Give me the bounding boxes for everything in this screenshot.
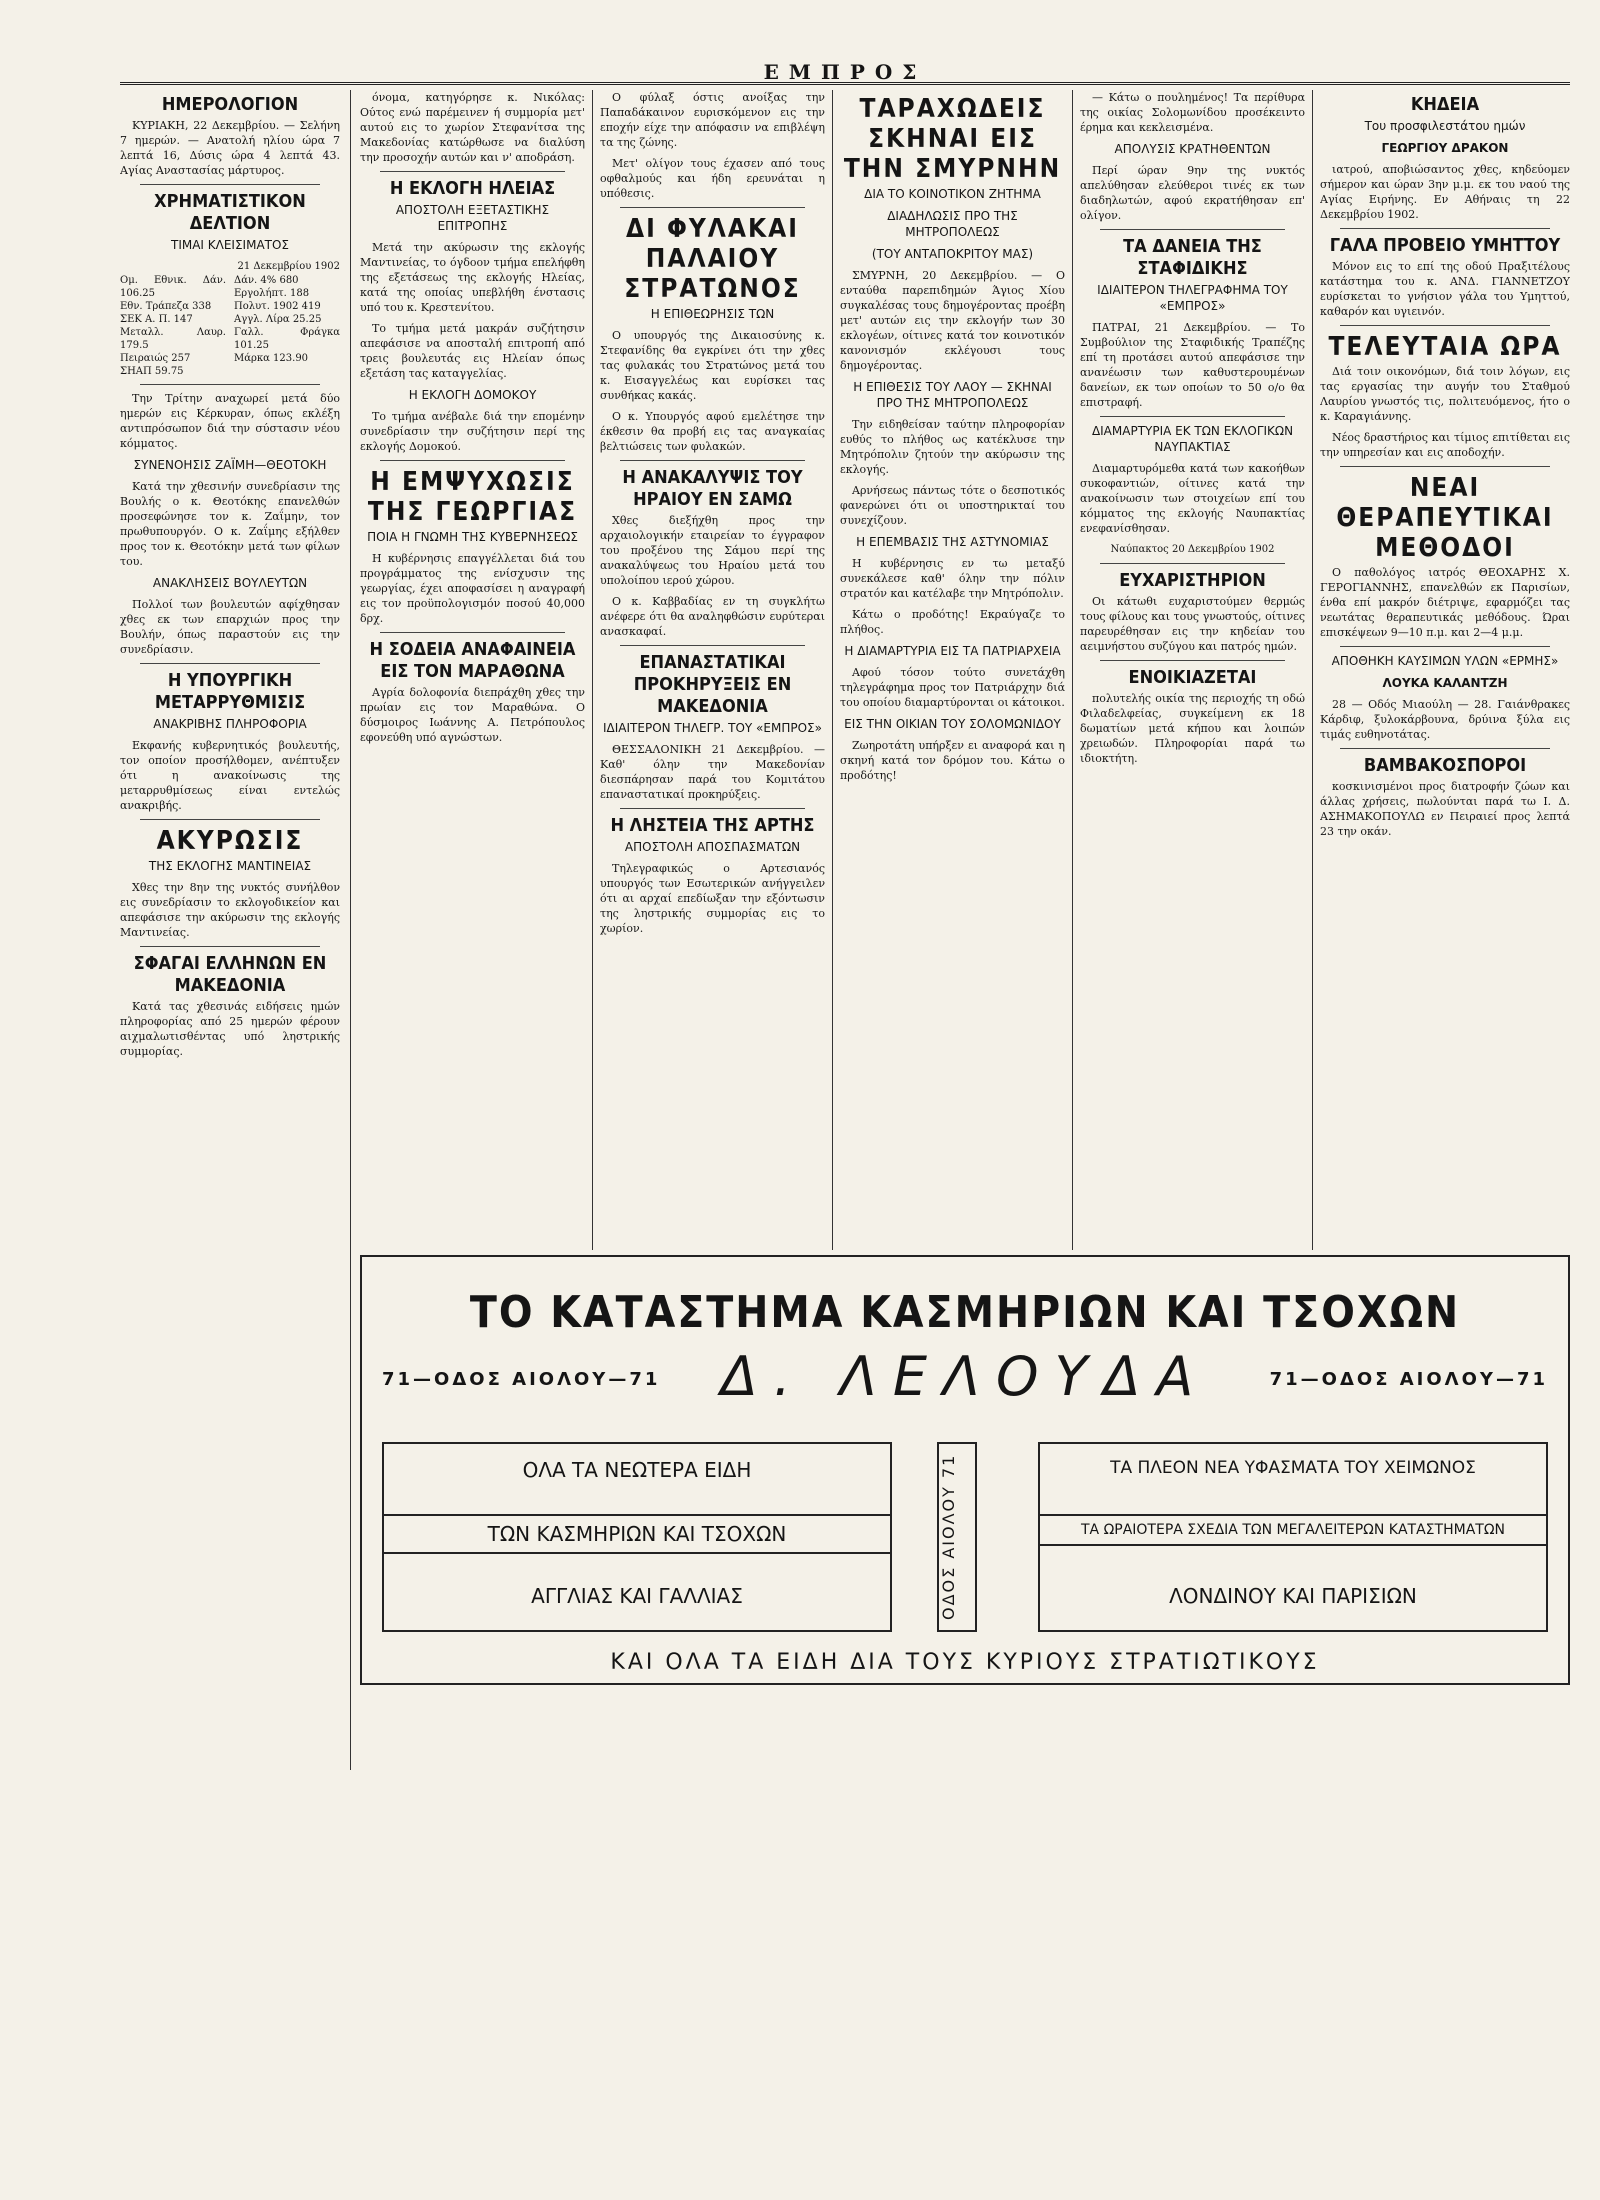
divider: [620, 808, 805, 809]
article-heading: ΤΕΛΕΥΤΑΙΑ ΩΡΑ: [1328, 332, 1562, 362]
market-row: Πειραιώς 257: [120, 353, 191, 364]
article-subheading: ΑΠΟΣΤΟΛΗ ΑΠΟΣΠΑΣΜΑΤΩΝ: [624, 840, 801, 854]
ad-text: Ο παθολόγος ιατρός ΘΕΟΧΑΡΗΣ Χ. ΓΕΡΟΓΙΑΝΝΗΣ, επανελθών εκ Παρισίων, ένθα επί μακρόν διέτριψε, εφαρμόζει τας νεωτάτας θεραπευτικάς μεθόδους. Ώραι επισκέψεων 9—10 π.μ. και 2—4 μ.μ.: [1320, 566, 1570, 639]
divider: [140, 384, 320, 385]
ad-title: ΤΟ ΚΑΤΑΣΤΗΜΑ ΚΑΣΜΗΡΙΩΝ ΚΑΙ ΤΣΟΧΩΝ: [469, 1287, 1461, 1338]
classified-text: πολυτελής οικία της περιοχής τη οδώ Φιλαδελφείας, συγκείμενη εκ 18 δωματίων μετά κήπου και λοιπών χρειωδών. Πληροφορίαι παρά τω ιδιοκτήτη.: [1080, 692, 1305, 765]
article-paragraph: Πολλοί των βουλευτών αφίχθησαν χθες εκ των επαρχιών προς την Βουλήν, όπως παραστούν εις την συνεδρίασιν.: [120, 598, 340, 656]
divider: [380, 171, 565, 172]
ad-line: ΛΟΝΔΙΝΟΥ ΚΑΙ ΠΑΡΙΣΙΩΝ: [1169, 1584, 1417, 1608]
article-heading: Η ΑΝΑΚΑΛΥΨΙΣ ΤΟΥ ΗΡΑΙΟΥ ΕΝ ΣΑΜΩ: [622, 467, 803, 510]
article-paragraph: Το τμήμα ανέβαλε διά την επομένην συνεδρίασιν την συζήτησιν περί της εκλογής Δομοκού.: [360, 410, 585, 453]
article-heading: ΕΥΧΑΡΙΣΤΗΡΙΟΝ: [1119, 570, 1266, 591]
article-subheading: (ΤΟΥ ΑΝΤΑΠΟΚΡΙΤΟΥ ΜΑΣ): [871, 247, 1034, 261]
article-heading: Η ΥΠΟΥΡΓΙΚΗ ΜΕΤΑΡΡΥΘΜΙΣΙΣ: [154, 670, 306, 713]
article-paragraph: Η κυβέρνησις επαγγέλλεται διά του προγράμματος της ενίσχυσιν της γεωργίας, έχει αποφασίσει η αναγραφή εις τον προϋπολογισμόν ποσού 40,000 δρχ.: [360, 552, 585, 625]
market-row: Ομ. Εθνικ. Δάν. 106.25: [120, 275, 226, 299]
article-subheading: Η ΕΚΛΟΓΗ ΔΟΜΟΚΟΥ: [408, 388, 537, 402]
column-rule: [592, 90, 593, 1250]
divider: [1340, 748, 1550, 749]
article-paragraph: Την Τρίτην αναχωρεί μετά δύο ημερών εις Κέρκυραν, όπως εκλέξη αντιπρόσωπον διά την σύστασιν νέου κόμματος.: [120, 392, 340, 450]
article-heading: Η ΣΟΔΕΙΑ ΑΝΑΦΑΙΝΕΙΑ ΕΙΣ ΤΟΝ ΜΑΡΑΘΩΝΑ: [369, 639, 576, 682]
article-subheading: ΠΟΙΑ Η ΓΝΩΜΗ ΤΗΣ ΚΥΒΕΡΝΗΣΕΩΣ: [367, 530, 578, 544]
divider: [620, 645, 805, 646]
column-6: [1320, 90, 1570, 1250]
article-subheading: ΤΗΣ ΕΚΛΟΓΗΣ ΜΑΝΤΙΝΕΙΑΣ: [148, 859, 312, 873]
article-paragraph: Νέος δραστήριος και τίμιος επιτίθεται εις την υπηρεσίαν και εις αποδοχήν.: [1320, 431, 1570, 459]
article-subheading: ΙΔΙΑΙΤΕΡΟΝ ΤΗΛΕΓΡ. ΤΟΥ «ΕΜΠΡΟΣ»: [603, 721, 822, 735]
article-heading: Η ΕΜΨΥΧΩΣΙΣ ΤΗΣ ΓΕΩΡΓΙΑΣ: [367, 467, 578, 527]
market-row: Μεταλλ. Λαυρ. 179.5: [120, 327, 226, 351]
article-subheading: ΑΠΟΣΤΟΛΗ ΕΞΕΤΑΣΤΙΚΗΣ ΕΠΙΤΡΟΠΗΣ: [395, 203, 550, 233]
column-2: [360, 90, 585, 1250]
column-4: [840, 90, 1065, 1250]
article-paragraph: Αρνήσεως πάντως τότε ο δεσποτικός φανερώνει ότι οι υποστηρικταί του συνεχίζουν.: [840, 484, 1065, 527]
article-paragraph: Τηλεγραφικώς ο Αρτεσιανός υπουργός των Εσωτερικών ανήγγειλεν ότι αι αρχαί επεδίωξαν την εξόντωσιν της ληστρικής συμμορίας εις το χωρίον.: [600, 862, 825, 935]
article-paragraph: Ο κ. Υπουργός αφού εμελέτησε την έκθεσιν θα προβή εις τας αναγκαίας βελτιώσεις των φυλακών.: [600, 410, 825, 453]
article-subheading: ΔΙΑ ΤΟ ΚΟΙΝΟΤΙΚΟΝ ΖΗΤΗΜΑ: [864, 187, 1041, 201]
article-paragraph: Ο φύλαξ όστις ανοίξας την Παπαδάκαινον ευρισκόμενον εις την εποχήν είχε την απόφασιν να επιβλέψη τα της ζώνης.: [600, 91, 825, 149]
divider: [1100, 229, 1285, 230]
calendar-text: ΚΥΡΙΑΚΗ, 22 Δεκεμβρίου. — Σελήνη 7 ημερών. — Ανατολή ηλίου ώρα 7 λεπτά 16, Δύσις ώρα 4 λεπτά 43. Αγίας Αναστασίας μάρτυρος.: [120, 119, 340, 177]
ad-street-right: 71—ΟΔΟΣ ΑΙΟΛΟΥ—71: [1269, 1369, 1548, 1390]
article-subheading: ΔΙΑΜΑΡΤΥΡΙΑ ΕΚ ΤΩΝ ΕΚΛΟΓΙΚΩΝ ΝΑΥΠΑΚΤΙΑΣ: [1091, 424, 1294, 454]
shop-advertisement: [360, 1255, 1570, 1685]
article-heading: ΣΦΑΓΑΙ ΕΛΛΗΝΩΝ ΕΝ ΜΑΚΕΔΟΝΙΑ: [133, 953, 327, 996]
market-row: Εργολήπτ. 188: [234, 288, 310, 299]
ad-footer: ΚΑΙ ΟΛΑ ΤΑ ΕΙΔΗ ΔΙΑ ΤΟΥΣ ΚΥΡΙΟΥΣ ΣΤΡΑΤΙΩΤΙΚΟΥΣ: [610, 1650, 1320, 1675]
market-row: Αγγλ. Λίρα 25.25: [234, 314, 322, 325]
article-paragraph: Κάτω ο προδότης! Εκραύγαζε το πλήθος.: [840, 608, 1065, 636]
article-paragraph: Χθες διεξήχθη προς την αρχαιολογικήν εταιρείαν το έγγραφον του προξένου της Σάμου περί της ανακαλύψεως του Ηραίου μετά του υπολοίπου ιερού χώρου.: [600, 514, 825, 587]
divider: [140, 819, 320, 820]
article-paragraph: Περί ώραν 9ην της νυκτός απελύθησαν ελεύθεροι τινές εκ των διαδηλωτών, αφού εκρατήθησαν επ' ολίγον.: [1080, 164, 1305, 222]
market-row: Γαλλ. Φράγκα 101.25: [234, 327, 340, 351]
article-paragraph: Κατά τας χθεσινάς ειδήσεις ημών πληροφορίας από 25 ημερών φέρουν αιχμαλωτισθέντας υπό ληστρικής συμμορίας.: [120, 1000, 340, 1058]
divider: [1100, 416, 1285, 417]
divider: [1100, 660, 1285, 661]
article-subheading: ΑΝΑΚΡΙΒΗΣ ΠΛΗΡΟΦΟΡΙΑ: [153, 717, 307, 731]
article-paragraph: Η κυβέρνησις εν τω μεταξύ συνεκάλεσε καθ' όλην την πόλιν στρατόν και κατέλαβε την Μητρόπολιν.: [840, 557, 1065, 600]
market-subheading: ΤΙΜΑΙ ΚΛΕΙΣΙΜΑΤΟΣ: [170, 238, 290, 252]
divider: [380, 632, 565, 633]
article-heading: ΔΙ ΦΥΛΑΚΑΙ ΠΑΛΑΙΟΥ ΣΤΡΑΤΩΝΟΣ: [624, 214, 801, 304]
market-row: Μάρκα 123.90: [234, 353, 309, 364]
market-row: Πολυτ. 1902 419: [234, 301, 321, 312]
market-row: Δάν. 4% 680: [234, 275, 299, 286]
ad-box-left: [382, 1442, 892, 1632]
article-paragraph: όνομα, κατηγόρησε κ. Νικόλας: Ούτος ενώ παρέμεινεν ή συμμορία μετ' αυτού εις το χωρίον Στεφανίτσα της Μακεδονίας κατώρθωσε να διαλύση την προσοχήν αυτών και ν' αποδράση.: [360, 91, 585, 164]
market-heading: ΧΡΗΜΑΤΙΣΤΙΚΟΝ ΔΕΛΤΙΟΝ: [154, 191, 306, 234]
article-paragraph: Εκφανής κυβερνητικός βουλευτής, τον οποίον προσήλθομεν, ανέπτυξεν ότι η ανακοίνωσις της μεταρρυθμίσεως είναι εντελώς ανακριβής.: [120, 739, 340, 812]
column-5: [1080, 90, 1305, 1250]
ad-heading: ΝΕΑΙ ΘΕΡΑΠΕΥΤΙΚΑΙ ΜΕΘΟΔΟΙ: [1336, 473, 1554, 563]
article-paragraph: Αγρία δολοφονία διεπράχθη χθες την πρωίαν εις τον Μαραθώνα. Ο δύσμοιρος Ιωάννης Α. Πετρόπουλος εφονεύθη υπό αγνώστων.: [360, 686, 585, 744]
ad-text: Μόνον εις το επί της οδού Πραξιτέλους κατάστημα του κ. ΑΝΔ. ΓΙΑΝΝΕΤΖΟΥ ευρίσκεται το γνήσιον γάλα του Υμηττού, καθαρόν και υγιεινόν.: [1320, 260, 1570, 318]
divider: [1100, 563, 1285, 564]
ad-heading: ΓΑΛΑ ΠΡΟΒΕΙΟ ΥΜΗΤΤΟΥ: [1329, 235, 1561, 256]
ad-heading: ΒΑΜΒΑΚΟΣΠΟΡΟΙ: [1363, 755, 1527, 776]
article-paragraph: Διαμαρτυρόμεθα κατά των κακοήθων συκοφαντιών, οίτινες κατά την ανακοίνωσιν των στοιχείων επί του κόμματος της εκλογής Ναυπακτίας ενεφανίσθησαν.: [1080, 462, 1305, 535]
article-subheading: ΙΔΙΑΙΤΕΡΟΝ ΤΗΛΕΓΡΑΦΗΜΑ ΤΟΥ «ΕΜΠΡΟΣ»: [1097, 283, 1288, 313]
divider: [620, 207, 805, 208]
ad-side-street: ΟΔΟΣ ΑΙΟΛΟΥ 71: [937, 1442, 977, 1632]
ad-line: ΤΑ ΩΡΑΙΟΤΕΡΑ ΣΧΕΔΙΑ ΤΩΝ ΜΕΓΑΛΕΙΤΕΡΩΝ ΚΑΤΑΣΤΗΜΑΤΩΝ: [1040, 1514, 1546, 1546]
article-paragraph: Μετ' ολίγον τους έχασεν από τους οφθαλμούς και ήδη ερευνάται η υπόθεσις.: [600, 157, 825, 200]
ad-line: ΤΩΝ ΚΑΣΜΗΡΙΩΝ ΚΑΙ ΤΣΟΧΩΝ: [384, 1514, 890, 1554]
article-subheading: Η ΔΙΑΜΑΡΤΥΡΙΑ ΕΙΣ ΤΑ ΠΑΤΡΙΑΡΧΕΙΑ: [844, 644, 1061, 658]
article-paragraph: Οι κάτωθι ευχαριστούμεν θερμώς τους φίλους και τους γνωστούς, οίτινες παρευρέθησαν εις την κηδείαν του αειμνήστου συζύγου και πατρός ημών.: [1080, 595, 1305, 653]
column-rule: [1312, 90, 1313, 1250]
divider: [140, 663, 320, 664]
article-subheading: ΣΥΝΕΝΟΗΣΙΣ ΖΑΪΜΗ—ΘΕΟΤΟΚΗ: [133, 458, 327, 472]
article-heading: ΑΚΥΡΩΣΙΣ: [156, 826, 304, 856]
column-rule: [1072, 90, 1073, 1250]
signature-line: Ναύπακτος 20 Δεκεμβρίου 1902: [1110, 544, 1275, 555]
article-subheading: ΕΙΣ ΤΗΝ ΟΙΚΙΑΝ ΤΟΥ ΣΟΛΟΜΩΝΙΔΟΥ: [844, 717, 1061, 731]
column-1: [120, 90, 340, 1770]
market-row: ΣΗΑΠ 59.75: [120, 366, 184, 377]
newspaper-masthead: ΕΜΠΡΟΣ: [120, 60, 1570, 85]
funeral-text: ιατρού, αποβιώσαντος χθες, κηδεύομεν σήμερον και ώραν 3ην μ.μ. εκ του ναού της Αγίας Ειρήνης. Εν Αθήναις τη 22 Δεκεμβρίου 1902.: [1320, 163, 1570, 221]
article-paragraph: Την ειδηθείσαν ταύτην πληροφορίαν ευθύς το πλήθος ως κατέκλυσε την Μητρόπολιν ζητούν την ακύρωσιν της εκλογής.: [840, 418, 1065, 476]
divider: [1340, 228, 1550, 229]
article-paragraph: ΠΑΤΡΑΙ, 21 Δεκεμβρίου. — Το Συμβούλιον της Σταφιδικής Τραπέζης επί τη προτάσει αυτού απεφάσισε την ανανέωσιν των καθυστερουμένων δανείων, εκ των οποίων το 50 ο/ο θα επιστραφή.: [1080, 321, 1305, 409]
column-rule: [832, 90, 833, 1250]
ad-box-right: [1038, 1442, 1548, 1632]
article-paragraph: Κατά την χθεσινήν συνεδρίασιν της Βουλής ο κ. Θεοτόκης επανελθών προσεφώνησε τον κ. Ζαΐμην, τον πρωθυπουργόν. Ο κ. Ζαΐμης εξήλθεν προς τον κ. Θεοτόκην μετά των φίλων του.: [120, 480, 340, 568]
column-3: [600, 90, 825, 1250]
divider: [1340, 325, 1550, 326]
article-paragraph: ΣΜΥΡΝΗ, 20 Δεκεμβρίου. — Ο ενταύθα παρεπιδημών Άγιος Χίου συγκαλέσας τους δημογέροντας προέβη μετ' αυτών εις την εκλογήν των 30 εκλογέων, οίτινες κατά τον κοινοτικόν κανονισμόν εκλέγουσι τους δημογέροντας.: [840, 269, 1065, 372]
ad-line: ΑΓΓΛΙΑΣ ΚΑΙ ΓΑΛΛΙΑΣ: [531, 1584, 743, 1608]
article-paragraph: Χθες την 8ην της νυκτός συνήλθον εις συνεδρίασιν το εκλογοδικείον και απεφάσισε την ακύρωσιν της εκλογής Μαντινείας.: [120, 881, 340, 939]
market-date: 21 Δεκεμβρίου 1902: [237, 261, 340, 272]
ad-line: ΤΑ ΠΛΕΟΝ ΝΕΑ ΥΦΑΣΜΑΤΑ ΤΟΥ ΧΕΙΜΩΝΟΣ: [1110, 1458, 1476, 1478]
divider: [620, 460, 805, 461]
calendar-heading: ΗΜΕΡΟΛΟΓΙΟΝ: [161, 94, 299, 115]
classified-heading: ΕΝΟΙΚΙΑΖΕΤΑΙ: [1128, 667, 1257, 688]
column-rule: [350, 90, 351, 1770]
article-paragraph: Αφού τόσον τούτο συνετάχθη τηλεγράφημα προς τον Πατριάρχην διά του οποίου διαμαρτύρονται οι κάτοικοι.: [840, 666, 1065, 709]
ad-text: κοσκινισμένοι προς διατροφήν ζώων και άλλας χρήσεις, πωλούνται παρά τω Ι. Δ. ΑΣΗΜΑΚΟΠΟΥΛΩ εν Πειραιεί προς λεπτά 23 την οκάν.: [1320, 780, 1570, 838]
funeral-name: ΓΕΩΡΓΙΟΥ ΔΡΑΚΟΝ: [1381, 141, 1509, 155]
market-row: ΣΕΚ Α. Π. 147: [120, 314, 193, 325]
ad-street-left: 71—ΟΔΟΣ ΑΙΟΛΟΥ—71: [382, 1369, 661, 1390]
article-subheading: ΑΠΟΛΥΣΙΣ ΚΡΑΤΗΘΕΝΤΩΝ: [1114, 142, 1271, 156]
ad-name: ΛΟΥΚΑ ΚΑΛΑΝΤΖΗ: [1382, 676, 1508, 690]
market-row: Εθν. Τράπεζα 338: [120, 301, 212, 312]
article-paragraph: — Κάτω ο πουλημένος! Τα περίθυρα της οικίας Σολομωνίδου προσέκειντο έρημα και κεκλεισμένα.: [1080, 91, 1305, 134]
article-subheading: Η ΕΠΙΘΕΩΡΗΣΙΣ ΤΩΝ: [650, 307, 775, 321]
ad-text: 28 — Οδός Μιαούλη — 28. Γαιάνθρακες Κάρδιφ, ξυλοκάρβουνα, δρύινα ξύλα εις τιμάς ευθηνοτάτας.: [1320, 698, 1570, 741]
divider: [140, 946, 320, 947]
article-subheading: Η ΕΠΕΜΒΑΣΙΣ ΤΗΣ ΑΣΤΥΝΟΜΙΑΣ: [856, 535, 1049, 549]
article-subheading: ΔΙΑΔΗΛΩΣΙΣ ΠΡΟ ΤΗΣ ΜΗΤΡΟΠΟΛΕΩΣ: [887, 209, 1018, 239]
article-subheading: Η ΕΠΙΘΕΣΙΣ ΤΟΥ ΛΑΟΥ — ΣΚΗΝΑΙ ΠΡΟ ΤΗΣ ΜΗΤΡΟΠΟΛΕΩΣ: [853, 380, 1052, 410]
article-heading: Η ΕΚΛΟΓΗ ΗΛΕΙΑΣ: [389, 178, 556, 199]
article-paragraph: Το τμήμα μετά μακράν συζήτησιν απεφάσισε να αποσταλή επιτροπή από τρεις βουλευτάς εις Ηλείαν όπως εξετάση τας καταγγελίας.: [360, 322, 585, 380]
article-heading: ΤΑ ΔΑΝΕΙΑ ΤΗΣ ΣΤΑΦΙΔΙΚΗΣ: [1123, 236, 1262, 279]
article-heading: ΤΑΡΑΧΩΔΕΙΣ ΣΚΗΝΑΙ ΕΙΣ ΤΗΝ ΣΜΥΡΝΗΝ: [843, 94, 1062, 184]
article-heading: Η ΛΗΣΤΕΙΑ ΤΗΣ ΑΡΤΗΣ: [610, 815, 815, 836]
article-paragraph: Ο υπουργός της Δικαιοσύνης κ. Στεφανίδης θα εγκρίνει ότι την χθες τας φυλακάς του Στρατώνος μετά του κ. Εισαγγελέως και ευρίσκει τας συνθήκας κακάς.: [600, 329, 825, 402]
article-paragraph: Ο κ. Καββαδίας εν τη συγκλήτω ανέφερε ότι θα αναληφθώσιν ευρύτεραι ανασκαφαί.: [600, 595, 825, 638]
funeral-heading: ΚΗΔΕΙΑ: [1410, 94, 1480, 115]
ad-heading: ΑΠΟΘΗΚΗ ΚΑΥΣΙΜΩΝ ΥΛΩΝ «ΕΡΜΗΣ»: [1331, 654, 1559, 668]
article-heading: ΕΠΑΝΑΣΤΑΤΙΚΑΙ ΠΡΟΚΗΡΥΞΕΙΣ ΕΝ ΜΑΚΕΔΟΝΙΑ: [633, 652, 792, 717]
article-paragraph: Μετά την ακύρωσιν της εκλογής Μαντινείας, το όγδοον τμήμα επελήφθη της εξετάσεως της εκλογής Ηλείας, κατά της οποίας υπεβλήθη ένστασις υπό του κ. Κρεστενίτου.: [360, 241, 585, 314]
divider: [380, 460, 565, 461]
divider: [1340, 646, 1550, 647]
article-paragraph: ΘΕΣΣΑΛΟΝΙΚΗ 21 Δεκεμβρίου. — Καθ' όλην την Μακεδονίαν διεσπάρησαν παρά του Κομιτάτου επαναστατικαί προκηρύξεις.: [600, 743, 825, 801]
article-subheading: ΑΝΑΚΛΗΣΕΙΣ ΒΟΥΛΕΥΤΩΝ: [152, 576, 308, 590]
market-table: [120, 274, 340, 378]
article-paragraph: Ζωηροτάτη υπήρξεν ει αναφορά και η σκηνή κατά τον δρόμον του. Κάτω ο προδότης!: [840, 739, 1065, 782]
divider: [140, 184, 320, 185]
article-paragraph: Διά τοιν οικονόμων, διά τοιν λόγων, εις τας εργασίας την αυγήν του Σταθμού Λαυρίου γνωστός τις, πολιτευόμενος, ήτο ο κ. Καραγιάννης.: [1320, 365, 1570, 423]
divider: [1340, 466, 1550, 467]
ad-line: ΟΛΑ ΤΑ ΝΕΩΤΕΡΑ ΕΙΔΗ: [522, 1458, 752, 1482]
funeral-subheading: Του προσφιλεστάτου ημών: [1364, 119, 1526, 133]
ad-owner-name: Δ. ΛΕΛΟΥΔΑ: [720, 1345, 1210, 1408]
